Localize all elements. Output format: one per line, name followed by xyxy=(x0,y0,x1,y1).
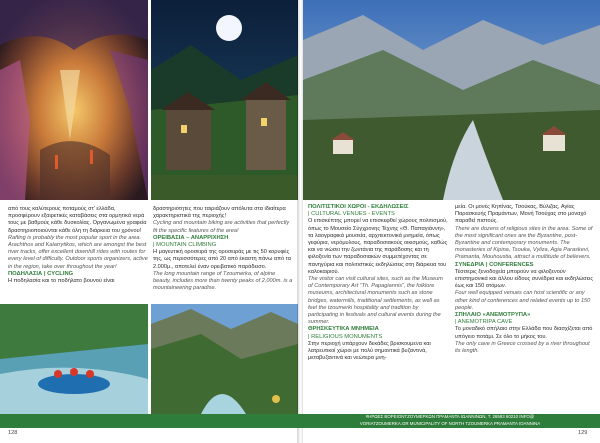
culture-text-en: The visitor can visit cultural sites, such as the Museum of Contemporary Art “Th. Papagiannis”, the folklore museums, architectural monuments such as stone bridges, watermills, traditional settlements, as well as feel the tzoumerki hospitality and tradition by participating in festivals and cultural events during the summer. xyxy=(308,276,443,326)
cycling-text-gr: Η ποδηλασία και το ποδήλατο βουνού είναι xyxy=(8,278,115,285)
cycling-heading: ΠΟΔΗΛΑΣΙΑ | CYCLING xyxy=(8,270,74,277)
cave-heading-en: | ANEMOTRIPA CAVE xyxy=(455,319,513,326)
page-number-right: 129 xyxy=(578,430,588,436)
religious-text-en: There are dozens of religious sites in the area. Some of the most significant ones are the Byzantine, post-Byzantine and contemporary monuments. The monasteries of Kipina, Tsouka, Vyliza, Agia Paraskevi, Pramanta, Mouhoustia, attract a multitude of believers. xyxy=(455,225,593,261)
conferences-text-en: Four well equipped venues can host scientific or any other kind of conferences and related events up to 150 people. xyxy=(455,290,591,311)
footer-line-1: #ΗΡΩΕΣ ΒΟΡΕΙΟΝΤΖΟΥΜΕΡΚΩΝ ΠΡΑΜΑΝΤΑ ΙΩΑΝΝΙΝΩΝ, Τ. 26593 60210 INFO@ xyxy=(365,414,535,419)
page-gutter xyxy=(297,0,303,443)
religious-heading-en: | RELIGIOUS MONUMENTS xyxy=(308,333,383,340)
conferences-heading: ΣΥΝΕΔΡΙΑ | CONFERENCES xyxy=(455,261,534,268)
right-column-2 xyxy=(455,204,595,355)
moon-village-photo xyxy=(151,0,298,200)
mountain-text-gr: Η μαγευτική οροσειρά της οροσειράς με τις 50 κορυφές της, ως περισσότερες από 20 από έκαστη πάνω από τα 2.000μ., αποτελεί έναν ορειβατικό παράδεισο. xyxy=(153,249,292,270)
religious-heading: ΘΡΗΣΚΕΥΤΙΚΑ ΜΝΗΜΕΙΑ xyxy=(308,326,379,333)
cave-text-en: The only cave in Greece crossed by a river throughout its length. xyxy=(455,340,590,355)
footer-contact xyxy=(300,414,600,428)
mountain-heading: ΟΡΕΙΒΑΣΙΑ – ΑΝΑΡΡΙΧΗΣΗ xyxy=(153,234,229,241)
culture-heading: ΠΟΛΙΤΙΣΤΙΚΟΙ ΧΩΡΟΙ - ΕΚΔΗΛΩΣΕΙΣ xyxy=(308,204,409,210)
river-valley-photo xyxy=(303,0,600,200)
page-number-left: 128 xyxy=(8,430,18,436)
footer-line-2: VORIATZOUMERKA.GR MUNICIPALITY OF NORTH TZOUMERKA PRAMANTA IOANNINA xyxy=(359,420,541,426)
rafting-text-en: Rafting is probably the most popular sport in the area. Arachthos and Kalarrytikos, which are amongst the best river tracks, offer excellent downhill rides with routes for every level of difficulty. Outdoor sports organizers, active in the region, take over throughout the year! xyxy=(8,234,148,270)
rafting-text-gr: από τους καλύτερους ποταμούς στ’ ελλάδα, προσφέρουν εξαιρετικές καταβάσεις στα ορμητικά νερά τους με βαθμούς κάθε δυσκολίας. Οργανωμένα γραφεία δραστηριοποιούνται κάθε όλη τη διάρκεια του χρόνου! xyxy=(8,206,147,234)
culture-text-gr: Ο επισκέπτης μπορεί να επισκεφθεί χώρους πολιτισμού, όπως το Μουσείο Σύγχρονης Τέχνης «Θ. Παπαγιάννη», τα λαογραφικά μουσεία, αρχιτεκτονικά μνημεία, όπως γεφύρια, νερόμυλους, παραδοσιακούς οικισμούς, καθώς και να νιώσει την ζωντάνια της παράδοσης και τη φιλοξενία των παραδοσιακών συμμετέχοντας σε πανηγύρια και πολιτιστικές εκδηλώσεις στη διάρκεια του καλοκαιριού. xyxy=(308,218,448,275)
cave-heading: ΣΠΗΛΑΙΟ «ΑΝΕΜΟΤΡΥΠΑ» xyxy=(455,312,531,319)
conferences-text-gr: Τέσσερις ξενοδοχεία μπορούν να φιλοξενούν επιστημονικά και άλλου είδους συνέδρια και εκδηλώσεις έως και 150 ατόμων. xyxy=(455,268,594,290)
gorge-photo xyxy=(151,304,298,414)
religious-text-gr-2: μεία. Οι μονές Κηπίνας, Τσούκας, Βύλιζας, Αγίας Παρασκευής Πραμάντων, Μονή Τσούχας στο μοναχό παραθεί πιστούς. xyxy=(455,204,587,225)
cave-photo xyxy=(0,0,148,200)
left-column-1 xyxy=(8,206,148,285)
cycling-text-gr-2: δραστηριότητες που ταιριάζουν απόλυτα στα ιδιαίτερα χαρακτηριστικά της περιοχής! xyxy=(153,206,286,220)
mountain-heading-en: | MOUNTAIN CLIMBING xyxy=(153,242,217,249)
mountain-text-en: The long mountain range of Tzoumerka, of alpine beauty, includes more than twenty peaks of 2,000m. is a mountaineering paradise. xyxy=(153,270,293,292)
right-column-1 xyxy=(308,204,448,362)
cave-text-gr: Το μοναδικό σπήλαιο στην Ελλάδα που διασχίζεται από υπόγειο ποτάμι. Σε όλο το μήκος του. xyxy=(455,326,593,340)
left-column-2 xyxy=(153,206,293,292)
religious-text-gr: Στην περιοχή υπάρχουν δεκάδες βρισκουμενα και λατρευτικοί χώροι με πολύ σημαντικά βυζαντινά, μεταβυζαντινά και νεώτερα μνη- xyxy=(308,340,431,362)
rafting-photo xyxy=(0,304,148,414)
cycling-text-en: Cycling and mountain biking are activities that perfectly fit the specific features of the area! xyxy=(153,220,290,234)
culture-heading-en: | CULTURAL VENUES - EVENTS xyxy=(308,211,395,218)
